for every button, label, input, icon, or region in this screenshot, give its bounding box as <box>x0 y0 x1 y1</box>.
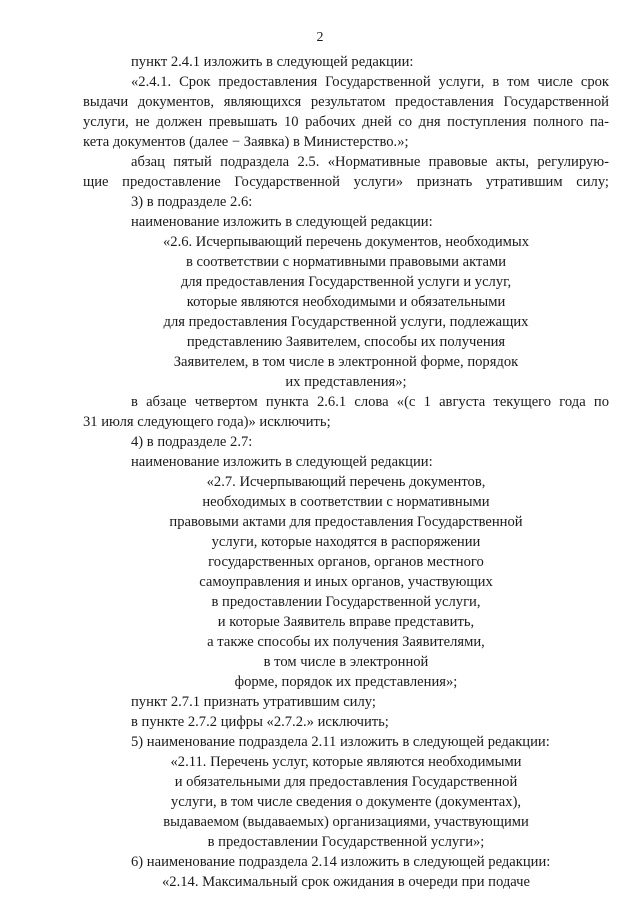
text-line: выдаваемом (выдаваемых) организациями, участвующими <box>163 814 529 830</box>
text-line: необходимых в соответствии с нормативными <box>202 494 490 510</box>
text-line: пункт 2.4.1 изложить в следующей редакции: <box>131 54 414 70</box>
text-line: 6) наименование подраздела 2.14 изложить в следующей редакции: <box>131 854 551 870</box>
text-line: самоуправления и иных органов, участвующих <box>199 574 493 590</box>
text-line: «2.6. Исчерпывающий перечень документов, необходимых <box>162 234 530 250</box>
text-line: форме, порядок их представления»; <box>234 674 458 690</box>
text-line: «2.11. Перечень услуг, которые являются необходимыми <box>170 754 522 770</box>
text-line: 5) наименование подраздела 2.11 изложить в следующей редакции: <box>131 734 550 750</box>
text-line: пункт 2.7.1 признать утратившим силу; <box>131 694 376 710</box>
text-line: а также способы их получения Заявителями, <box>207 634 485 650</box>
text-line: и обязательными для предоставления Государственной <box>174 774 518 790</box>
text-line: «2.7. Исчерпывающий перечень документов, <box>206 474 486 490</box>
text-line: кета документов (далее − Заявка) в Министерство.»; <box>83 134 409 150</box>
text-line: 4) в подразделе 2.7: <box>131 434 253 450</box>
text-line: в предоставлении Государственной услуги, <box>211 594 481 610</box>
text-line: 31 июля следующего года)» исключить; <box>83 414 331 430</box>
text-line: представлению Заявителем, способы их получения <box>186 334 506 350</box>
text-line: услуги, в том числе сведения о документе (документах), <box>170 794 522 810</box>
text-line: в абзаце четвертом пункта 2.6.1 слова «(с 1 августа текущего года по <box>131 394 609 410</box>
text-line: «2.4.1. Срок предоставления Государственной услуги, в том числе срок <box>131 74 609 90</box>
text-line: услуги, не должен превышать 10 рабочих дней со дня поступления полного па- <box>83 114 609 130</box>
text-line: для предоставления Государственной услуги и услуг, <box>180 274 512 290</box>
text-line: абзац пятый подраздела 2.5. «Нормативные правовые акты, регулирую- <box>131 154 609 170</box>
text-line: в предоставлении Государственной услуги»; <box>207 834 485 850</box>
text-line: выдачи документов, являющихся результатом предоставления Государственной <box>83 94 609 110</box>
text-line: и которые Заявитель вправе представить, <box>217 614 475 630</box>
text-line: в соответствии с нормативными правовыми актами <box>185 254 507 270</box>
text-line: Заявителем, в том числе в электронной форме, порядок <box>173 354 519 370</box>
text-line: 3) в подразделе 2.6: <box>131 194 253 210</box>
text-line: щие предоставление Государственной услуги» признать утратившим силу; <box>83 174 609 190</box>
text-line: для предоставления Государственной услуги, подлежащих <box>163 314 529 330</box>
text-line: наименование изложить в следующей редакции: <box>131 214 433 230</box>
text-line: в том числе в электронной <box>263 654 429 670</box>
text-line: «2.14. Максимальный срок ожидания в очереди при подаче <box>162 874 530 890</box>
page-number: 2 <box>316 30 324 45</box>
text-line: в пункте 2.7.2 цифры «2.7.2.» исключить; <box>131 714 389 730</box>
text-line: государственных органов, органов местного <box>208 554 484 570</box>
text-line: наименование изложить в следующей редакции: <box>131 454 433 470</box>
text-line: их представления»; <box>285 374 407 390</box>
text-line: услуги, которые находятся в распоряжении <box>211 534 481 550</box>
text-line: которые являются необходимыми и обязательными <box>186 294 506 310</box>
text-line: правовыми актами для предоставления Государственной <box>169 514 523 530</box>
